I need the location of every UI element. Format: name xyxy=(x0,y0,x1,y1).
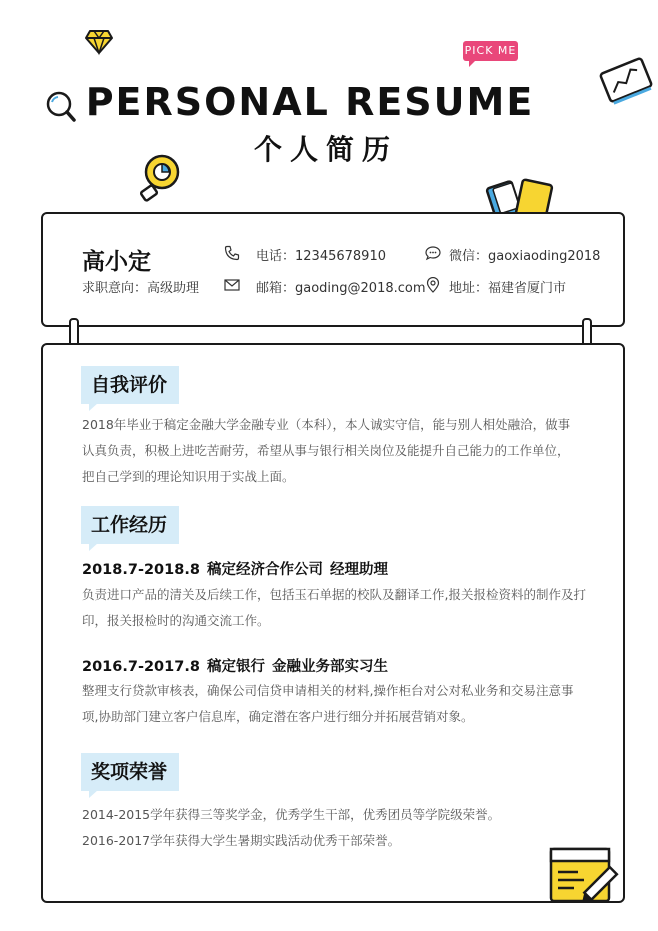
section-self-eval-heading: 自我评价 xyxy=(81,366,179,404)
wechat-text: 微信：gaoxiaoding2018 xyxy=(449,249,601,264)
job-1-line: 负责进口产品的清关及后续工作，包括玉石单据的校队及翻译工作,报关报检资料的制作及打 xyxy=(82,587,586,602)
location-icon xyxy=(425,277,441,293)
job-intention: 求职意向：高级助理 xyxy=(82,281,200,296)
self-eval-text xyxy=(82,412,602,490)
job-1-line: 印，报关报检时的沟通交流工作。 xyxy=(82,613,270,628)
phone-icon xyxy=(224,245,240,261)
resume-title-cn: 个人简历 xyxy=(253,133,398,166)
job-2-line: 整理支行贷款审核表，确保公司信贷申请相关的材料,操作柜台对公对私业务和交易注意事 xyxy=(82,683,574,698)
notepad-pencil-icon xyxy=(548,846,628,906)
self-eval-line: 认真负责，积极上进吃苦耐劳，希望从事与银行相关岗位及能提升自己能力的工作单位， xyxy=(82,443,570,458)
job-1-title: 2018.7-2018.8 稿定经济合作公司 经理助理 xyxy=(82,562,389,578)
wechat-icon xyxy=(425,245,441,261)
phone-text: 电话：12345678910 xyxy=(256,249,386,264)
email-text: 邮箱：gaoding@2018.com xyxy=(256,281,426,296)
award-line: 2016-2017学年获得大学生暑期实践活动优秀干部荣誉。 xyxy=(82,833,401,848)
job-2-title: 2016.7-2017.8 稿定银行 金融业务部实习生 xyxy=(82,659,389,675)
job-1-description xyxy=(82,582,602,634)
diamond-icon xyxy=(84,28,114,56)
section-awards-heading: 奖项荣誉 xyxy=(81,753,179,791)
awards-text xyxy=(82,802,602,854)
candidate-name: 高小定 xyxy=(82,249,151,275)
job-2-description xyxy=(82,678,602,730)
self-eval-line: 把自己学到的理论知识用于实战上面。 xyxy=(82,469,295,484)
resume-title-en: PERSONAL RESUME xyxy=(85,80,535,124)
cards-icon xyxy=(485,176,561,216)
address-text: 地址：福建省厦门市 xyxy=(449,281,567,296)
section-work-heading: 工作经历 xyxy=(81,506,179,544)
pick-me-badge: PICK ME xyxy=(463,41,518,61)
self-eval-line: 2018年毕业于稿定金融大学金融专业（本科），本人诚实守信，能与别人相处融洽，做事 xyxy=(82,417,571,432)
award-line: 2014-2015学年获得三等奖学金，优秀学生干部，优秀团员等学院级荣誉。 xyxy=(82,807,501,822)
mail-icon xyxy=(224,277,240,293)
job-2-line: 项,协助部门建立客户信息库，确定潜在客户进行细分并拓展营销对象。 xyxy=(82,709,474,724)
